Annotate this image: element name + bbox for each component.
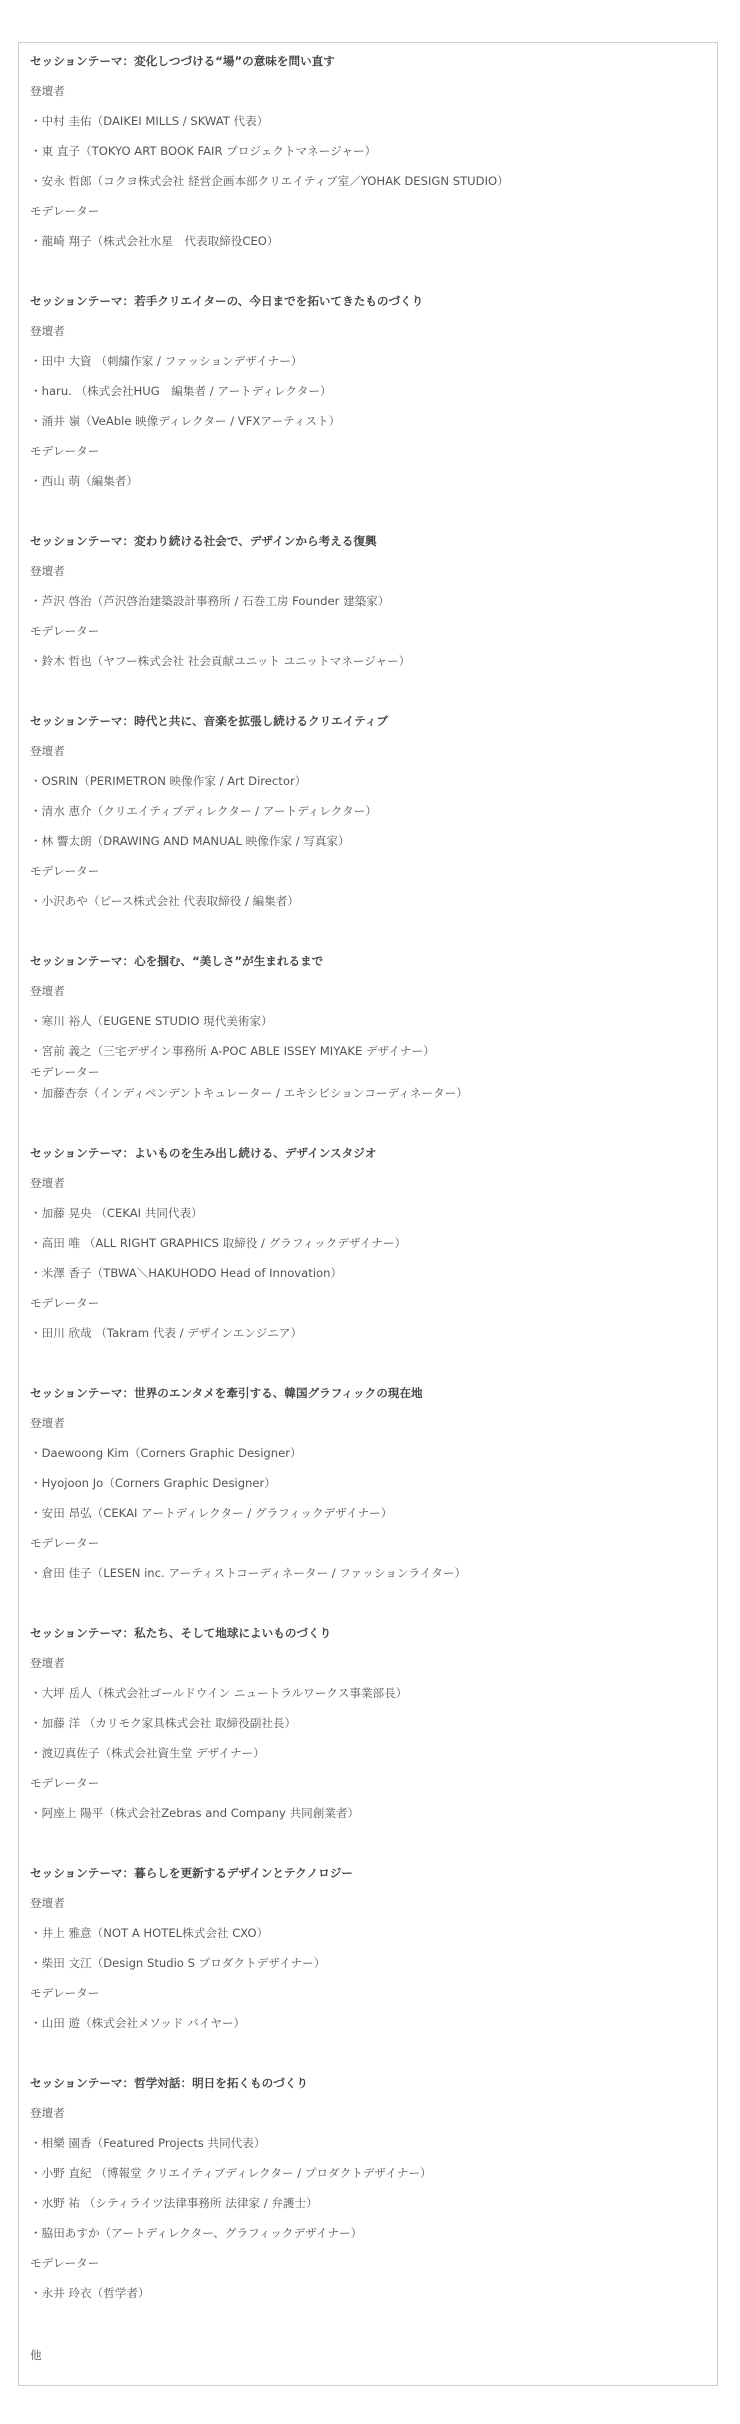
session-title: セッションテーマ：暮らしを更新するデザインとテクノロジー xyxy=(30,1866,353,1880)
session-spacer xyxy=(30,1354,710,1384)
speaker-item: ・安田 昂弘（CEKAI アートディレクター / グラフィックデザイナー） xyxy=(30,1506,393,1520)
session-title: セッションテーマ：世界のエンタメを牽引する、韓国グラフィックの現在地 xyxy=(30,1386,423,1400)
speaker-item: ・OSRIN（PERIMETRON 映像作家 / Art Director） xyxy=(30,774,307,788)
session-title: セッションテーマ：時代と共に、音楽を拡張し続けるクリエイティブ xyxy=(30,714,389,728)
moderator-item: ・鈴木 哲也（ヤフー株式会社 社会貢献ユニット ユニットマネージャー） xyxy=(30,654,411,668)
session-title: セッションテーマ：心を掴む、“美しさ”が生まれるまで xyxy=(30,954,324,968)
session-block xyxy=(30,712,710,922)
moderator-item: ・龍崎 翔子（株式会社水星 代表取締役CEO） xyxy=(30,234,279,248)
moderator-label: モデレーター xyxy=(30,624,100,638)
moderator-label: モデレーター xyxy=(30,444,100,458)
session-spacer xyxy=(30,262,710,292)
speaker-item: ・田中 大資 （刺繍作家 / ファッションデザイナー） xyxy=(30,354,303,368)
speaker-item: ・柴田 文江（Design Studio S プロダクトデザイナー） xyxy=(30,1956,326,1970)
session-spacer xyxy=(30,2314,710,2346)
session-block xyxy=(30,952,710,1114)
moderator-label: モデレーター xyxy=(30,864,100,878)
moderator-item: ・西山 萌（編集者） xyxy=(30,474,139,488)
session-block xyxy=(30,1144,710,1354)
moderator-label: モデレーター xyxy=(30,1776,100,1790)
speakers-label: 登壇者 xyxy=(30,1176,65,1190)
session-block xyxy=(30,52,710,262)
session-list xyxy=(30,52,710,2376)
session-title: セッションテーマ：哲学対話：明日を拓くものづくり xyxy=(30,2076,309,2090)
speaker-item: ・井上 雅意（NOT A HOTEL株式会社 CXO） xyxy=(30,1926,269,1940)
speaker-item: ・寒川 裕人（EUGENE STUDIO 現代美術家） xyxy=(30,1014,273,1028)
speaker-item: ・宮前 義之（三宅デザイン事務所 A-POC ABLE ISSEY MIYAKE デザイナー） xyxy=(30,1044,435,1058)
speaker-item: ・高田 唯 （ALL RIGHT GRAPHICS 取締役 / グラフィックデザイナー） xyxy=(30,1236,407,1250)
moderator-item: ・田川 欣哉 （Takram 代表 / デザインエンジニア） xyxy=(30,1326,303,1340)
speaker-item: ・安永 哲郎（コクヨ株式会社 経営企画本部クリエイティブ室／YOHAK DESIGN STUDIO） xyxy=(30,174,509,188)
moderator-label: モデレーター xyxy=(30,1065,100,1079)
speakers-label: 登壇者 xyxy=(30,1416,65,1430)
speakers-label: 登壇者 xyxy=(30,744,65,758)
footer-etc: 他 xyxy=(30,2348,42,2362)
speaker-item: ・米澤 香子（TBWA＼HAKUHODO Head of Innovation） xyxy=(30,1266,343,1280)
session-title: セッションテーマ：私たち、そして地球によいものづくり xyxy=(30,1626,332,1640)
speakers-label: 登壇者 xyxy=(30,84,65,98)
session-block xyxy=(30,2074,710,2314)
moderator-label: モデレーター xyxy=(30,1296,100,1310)
session-title: セッションテーマ：変わり続ける社会で、デザインから考える復興 xyxy=(30,534,377,548)
speaker-item: ・芦沢 啓治（芦沢啓治建築設計事務所 / 石巻工房 Founder 建築家） xyxy=(30,594,390,608)
speaker-item: ・Daewoong Kim（Corners Graphic Designer） xyxy=(30,1446,302,1460)
session-block xyxy=(30,292,710,502)
speakers-label: 登壇者 xyxy=(30,2106,65,2120)
session-spacer xyxy=(30,682,710,712)
speaker-item: ・清水 恵介（クリエイティブディレクター / アートディレクター） xyxy=(30,804,377,818)
session-spacer xyxy=(30,2044,710,2074)
speaker-item: ・水野 祐 （シティライツ法律事務所 法律家 / 弁護士） xyxy=(30,2196,318,2210)
speaker-item: ・脇田あすか（アートディレクター、グラフィックデザイナー） xyxy=(30,2226,363,2240)
session-spacer xyxy=(30,1114,710,1144)
speakers-label: 登壇者 xyxy=(30,1656,65,1670)
speaker-item: ・小野 直紀 （博報堂 クリエイティブディレクター / プロダクトデザイナー） xyxy=(30,2166,432,2180)
speaker-item: ・大坪 岳人（株式会社ゴールドウイン ニュートラルワークス事業部長） xyxy=(30,1686,408,1700)
speakers-label: 登壇者 xyxy=(30,564,65,578)
speakers-label: 登壇者 xyxy=(30,324,65,338)
session-block xyxy=(30,1384,710,1594)
speaker-item: ・涌井 嶺（VeAble 映像ディレクター / VFXアーティスト） xyxy=(30,414,341,428)
speaker-item: ・Hyojoon Jo（Corners Graphic Designer） xyxy=(30,1476,276,1490)
moderator-label: モデレーター xyxy=(30,2256,100,2270)
session-spacer xyxy=(30,1594,710,1624)
speakers-label: 登壇者 xyxy=(30,984,65,998)
speakers-label: 登壇者 xyxy=(30,1896,65,1910)
speaker-item: ・haru. （株式会社HUG 編集者 / アートディレクター） xyxy=(30,384,332,398)
session-spacer xyxy=(30,502,710,532)
session-title: セッションテーマ：よいものを生み出し続ける、デザインスタジオ xyxy=(30,1146,377,1160)
session-title: セッションテーマ：変化しつづける“場”の意味を問い直す xyxy=(30,54,335,68)
speaker-item: ・渡辺真佐子（株式会社資生堂 デザイナー） xyxy=(30,1746,265,1760)
speaker-item: ・林 響太朗（DRAWING AND MANUAL 映像作家 / 写真家） xyxy=(30,834,350,848)
session-title: セッションテーマ：若手クリエイターの、今日までを拓いてきたものづくり xyxy=(30,294,424,308)
session-block xyxy=(30,1624,710,1834)
moderator-item: ・小沢あや（ピース株式会社 代表取締役 / 編集者） xyxy=(30,894,299,908)
speaker-item: ・加藤 洋 （カリモク家具株式会社 取締役副社長） xyxy=(30,1716,297,1730)
session-block xyxy=(30,1864,710,2044)
speaker-item: ・相樂 園香（Featured Projects 共同代表） xyxy=(30,2136,266,2150)
moderator-item: ・阿座上 陽平（株式会社Zebras and Company 共同創業者） xyxy=(30,1806,360,1820)
speaker-item: ・中村 圭佑（DAIKEI MILLS / SKWAT 代表） xyxy=(30,114,269,128)
moderator-item: ・倉田 佳子（LESEN inc. アーティストコーディネーター / ファッションライター） xyxy=(30,1566,467,1580)
moderator-label: モデレーター xyxy=(30,1536,100,1550)
speaker-item: ・東 直子（TOKYO ART BOOK FAIR プロジェクトマネージャー） xyxy=(30,144,377,158)
moderator-item: ・加藤杏奈（インディペンデントキュレーター / エキシビションコーディネーター） xyxy=(30,1086,468,1100)
moderator-item: ・山田 遊（株式会社メソッド バイヤー） xyxy=(30,2016,246,2030)
speaker-item: ・加藤 晃央 （CEKAI 共同代表） xyxy=(30,1206,203,1220)
moderator-label: モデレーター xyxy=(30,204,100,218)
moderator-item: ・永井 玲衣（哲学者） xyxy=(30,2286,150,2300)
session-block xyxy=(30,532,710,682)
session-spacer xyxy=(30,1834,710,1864)
moderator-label: モデレーター xyxy=(30,1986,100,2000)
session-spacer xyxy=(30,922,710,952)
